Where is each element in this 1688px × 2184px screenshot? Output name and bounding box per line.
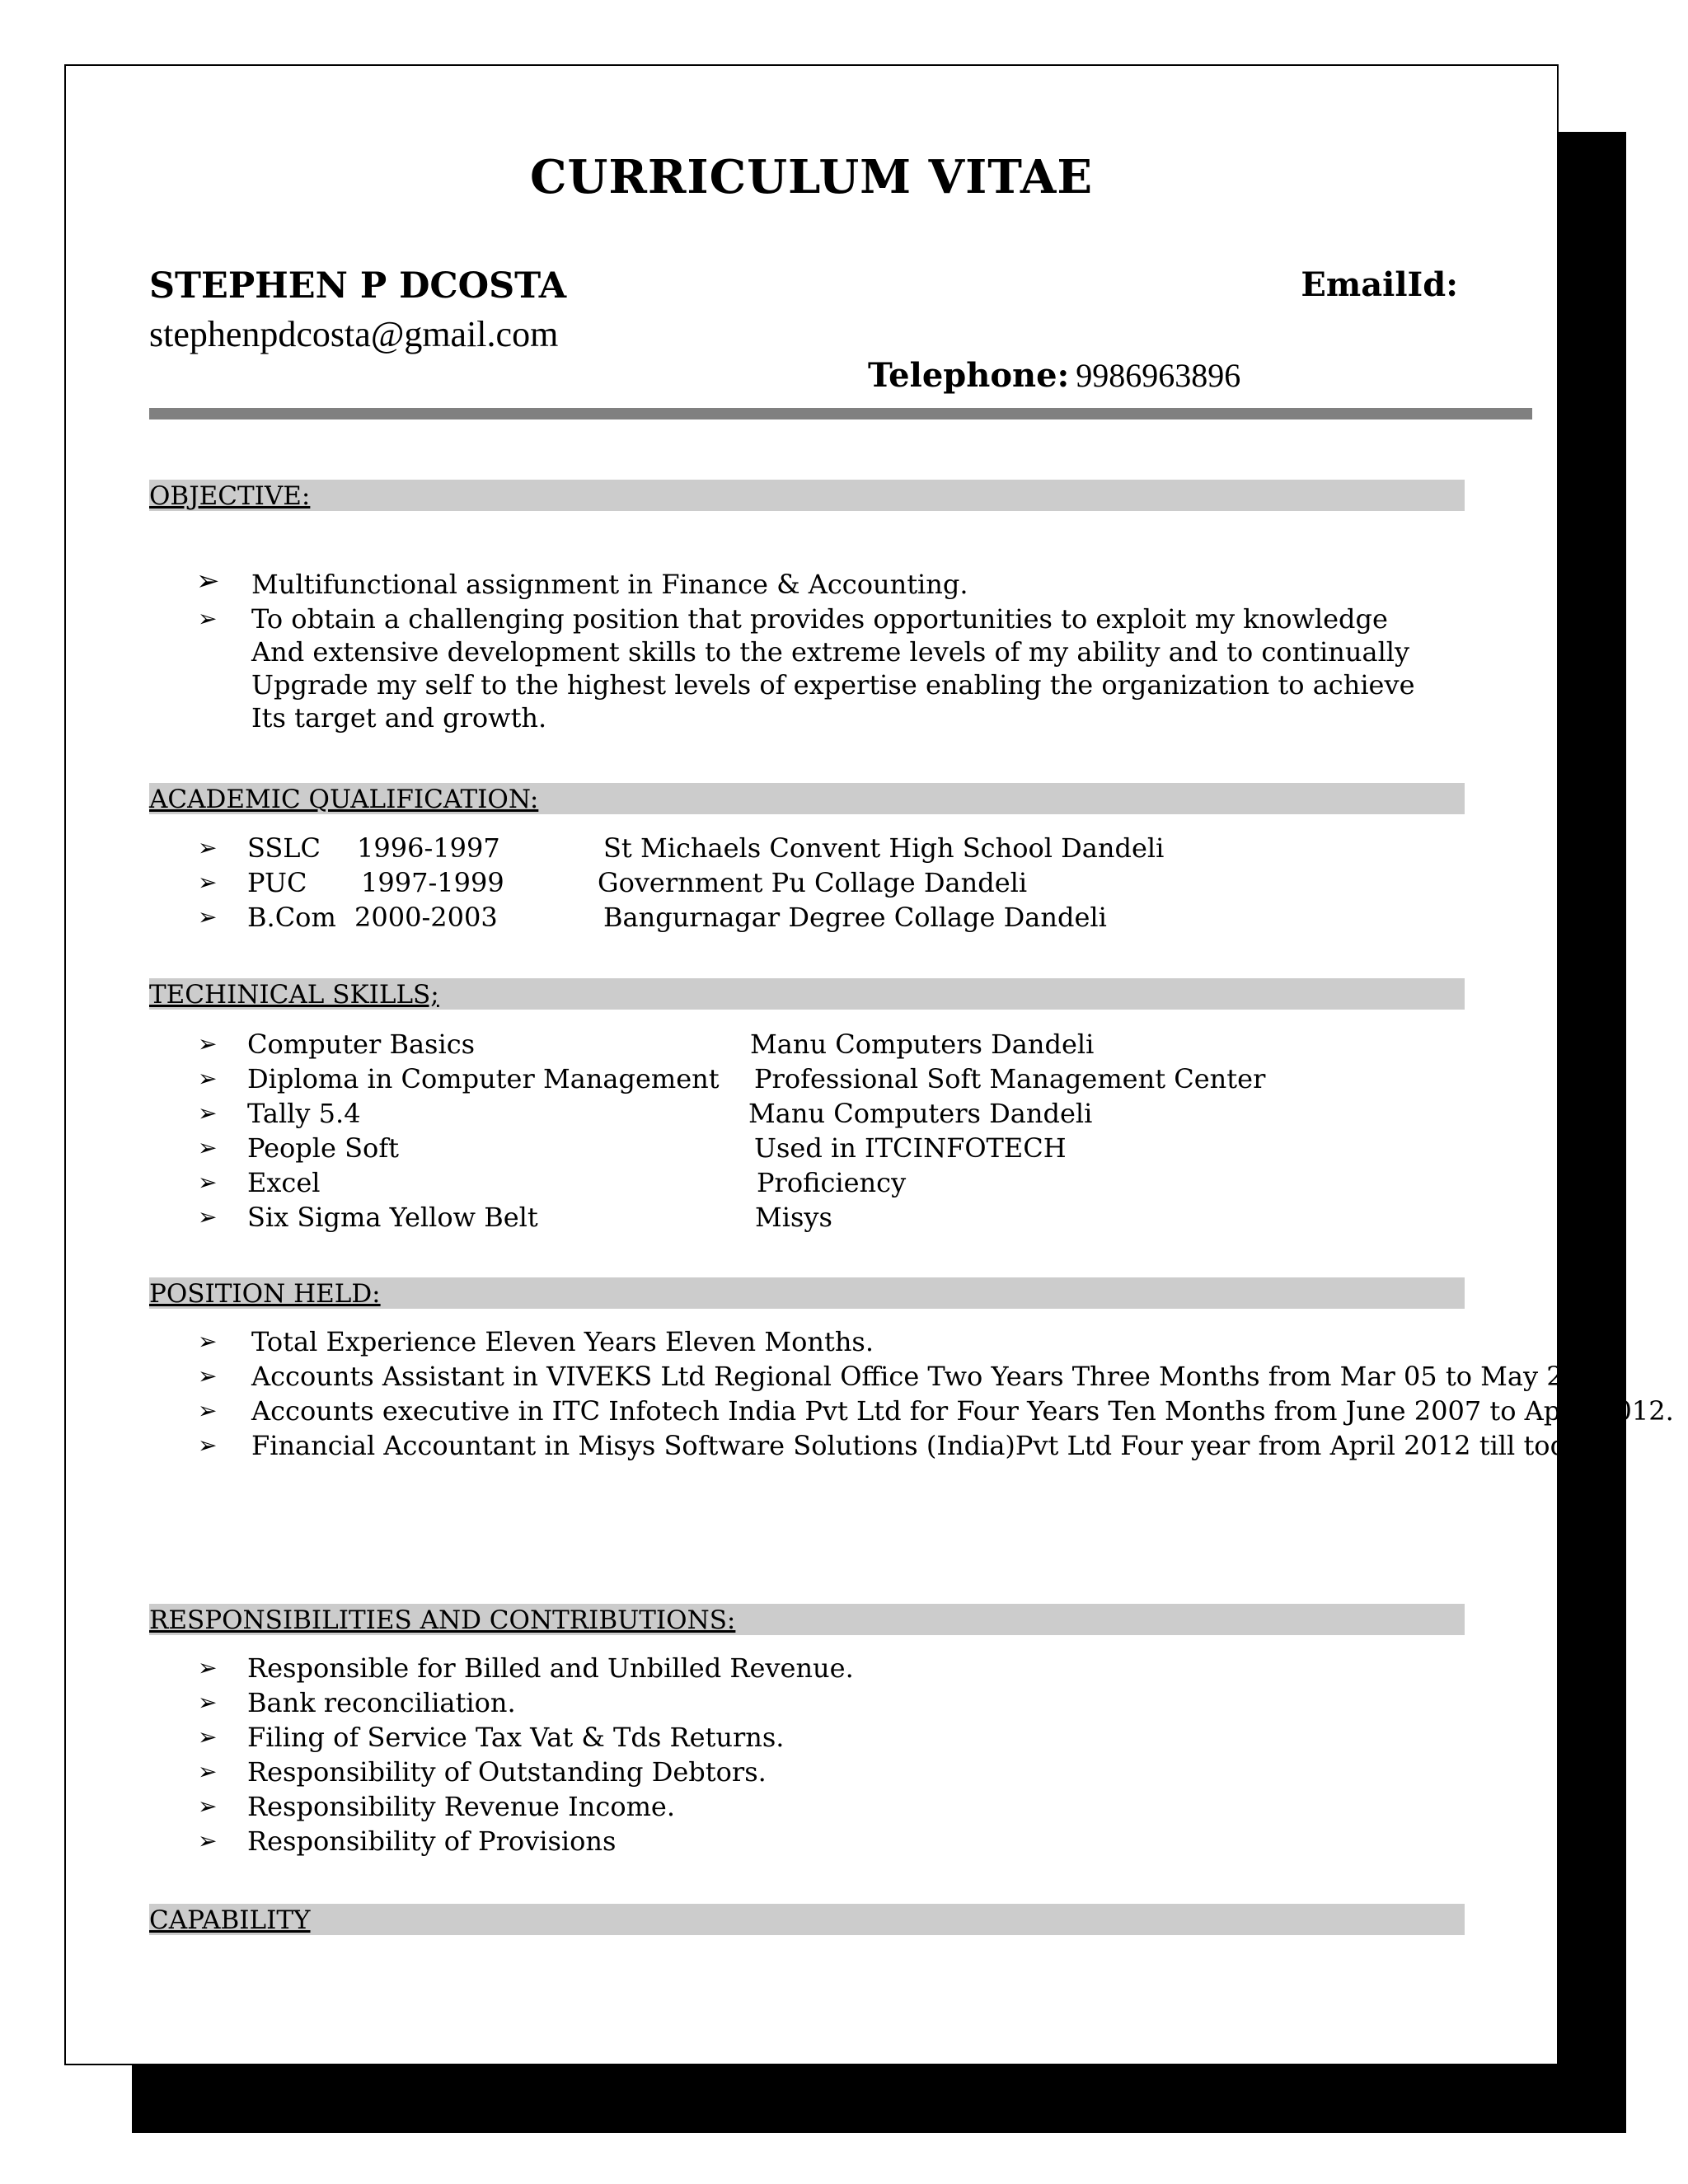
bullet-arrow-icon: ➢ [198,869,218,896]
table-row: ➢ Excel Proficiency [198,1167,907,1198]
list-item: ➢ Responsibility of Outstanding Debtors. [198,1756,767,1788]
positions-list [198,1325,1674,1462]
section-heading-skills: TECHINICAL SKILLS; [149,978,1465,1010]
bullet-arrow-icon: ➢ [198,1793,218,1820]
bullet-arrow-icon: ➢ [198,1362,218,1390]
bullet-arrow-icon: ➢ [198,1689,218,1716]
bullet-arrow-icon: ➢ [198,1169,218,1196]
section-heading-capability: CAPABILITY [149,1904,1465,1935]
list-item: ➢ Responsibility Revenue Income. [198,1791,676,1822]
telephone-number: 9986963896 [1076,357,1241,394]
resume-page [64,64,1674,2065]
academic-list [198,831,1434,935]
bullet-arrow-icon: ➢ [198,834,218,861]
telephone-label: Telephone: [868,356,1070,395]
document-title: CURRICULUM VITAE [529,150,1094,204]
table-row: ➢ SSLC 1996-1997 St Michaels Convent High School Dandeli [198,832,1165,864]
objective-list [198,567,1517,733]
bullet-arrow-icon: ➢ [198,1328,218,1355]
list-item: ➢ To obtain a challenging position that provides opportunities to exploit my knowledge [198,603,1388,635]
skills-list [198,1027,1475,1235]
email-address: stephenpdcosta@gmail.com [149,314,559,354]
table-row: ➢ Diploma in Computer Management Professional Soft Management Center [198,1063,1266,1094]
bullet-arrow-icon: ➢ [198,903,218,930]
list-item: ➢ Total Experience Eleven Years Eleven Months. [198,1326,874,1357]
list-item: ➢ Bank reconciliation. [198,1687,516,1718]
list-item: ➢ Accounts Assistant in VIVEKS Ltd Regional Office Two Years Three Months from Mar 05 to May 2007. [198,1361,1622,1392]
email-label: EmailId: [1301,265,1458,304]
bullet-arrow-icon: ➢ [198,1397,218,1424]
section-heading-objective: OBJECTIVE: [149,480,1465,511]
table-row: ➢ PUC 1997-1999 Government Pu Collage Dandeli [198,867,1028,898]
section-heading-responsibilities: RESPONSIBILITIES AND CONTRIBUTIONS: [149,1604,1465,1635]
list-item: Upgrade my self to the highest levels of expertise enabling the organization to achieve [251,669,1415,701]
responsibilities-list [198,1651,1434,1858]
bullet-arrow-icon: ➢ [198,1065,218,1092]
bullet-arrow-icon: ➢ [198,1030,218,1057]
table-row: ➢ Six Sigma Yellow Belt Misys [198,1202,832,1233]
list-item: ➢ Multifunctional assignment in Finance & Accounting. [196,565,968,600]
bullet-arrow-icon: ➢ [198,1203,218,1230]
list-item: ➢ Financial Accountant in Misys Software Solutions (India)Pvt Ltd Four year from April 2012 till today. [198,1430,1603,1461]
table-row: ➢ B.Com 2000-2003 Bangurnagar Degree Collage Dandeli [198,902,1107,933]
bullet-arrow-icon: ➢ [198,1827,218,1854]
list-item: ➢ Responsible for Billed and Unbilled Revenue. [198,1652,854,1684]
candidate-name: STEPHEN P DCOSTA [149,265,567,307]
list-item: ➢ Responsibility of Provisions [198,1825,617,1857]
bullet-arrow-icon: ➢ [198,1758,218,1785]
section-heading-positions: POSITION HELD: [149,1277,1465,1309]
list-item: And extensive development skills to the extreme levels of my ability and to continually [251,636,1410,668]
table-row: ➢ People Soft Used in ITCINFOTECH [198,1132,1067,1164]
telephone-line [868,356,1240,395]
bullet-arrow-icon: ➢ [198,1723,218,1750]
bullet-arrow-icon: ➢ [196,565,220,598]
section-heading-academic: ACADEMIC QUALIFICATION: [149,783,1465,814]
bullet-arrow-icon: ➢ [198,1134,218,1161]
bullet-arrow-icon: ➢ [198,1432,218,1459]
table-row: ➢ Computer Basics Manu Computers Dandeli [198,1029,1095,1060]
list-item: Its target and growth. [251,702,547,733]
bullet-arrow-icon: ➢ [198,605,218,632]
list-item: ➢ Accounts executive in ITC Infotech India Pvt Ltd for Four Years Ten Months from June 2007 to April 2012. [198,1395,1674,1427]
list-item: ➢ Filing of Service Tax Vat & Tds Returns. [198,1722,785,1753]
bullet-arrow-icon: ➢ [198,1099,218,1127]
bullet-arrow-icon: ➢ [198,1654,218,1681]
table-row: ➢ Tally 5.4 Manu Computers Dandeli [198,1098,1093,1129]
header-divider [149,408,1532,419]
